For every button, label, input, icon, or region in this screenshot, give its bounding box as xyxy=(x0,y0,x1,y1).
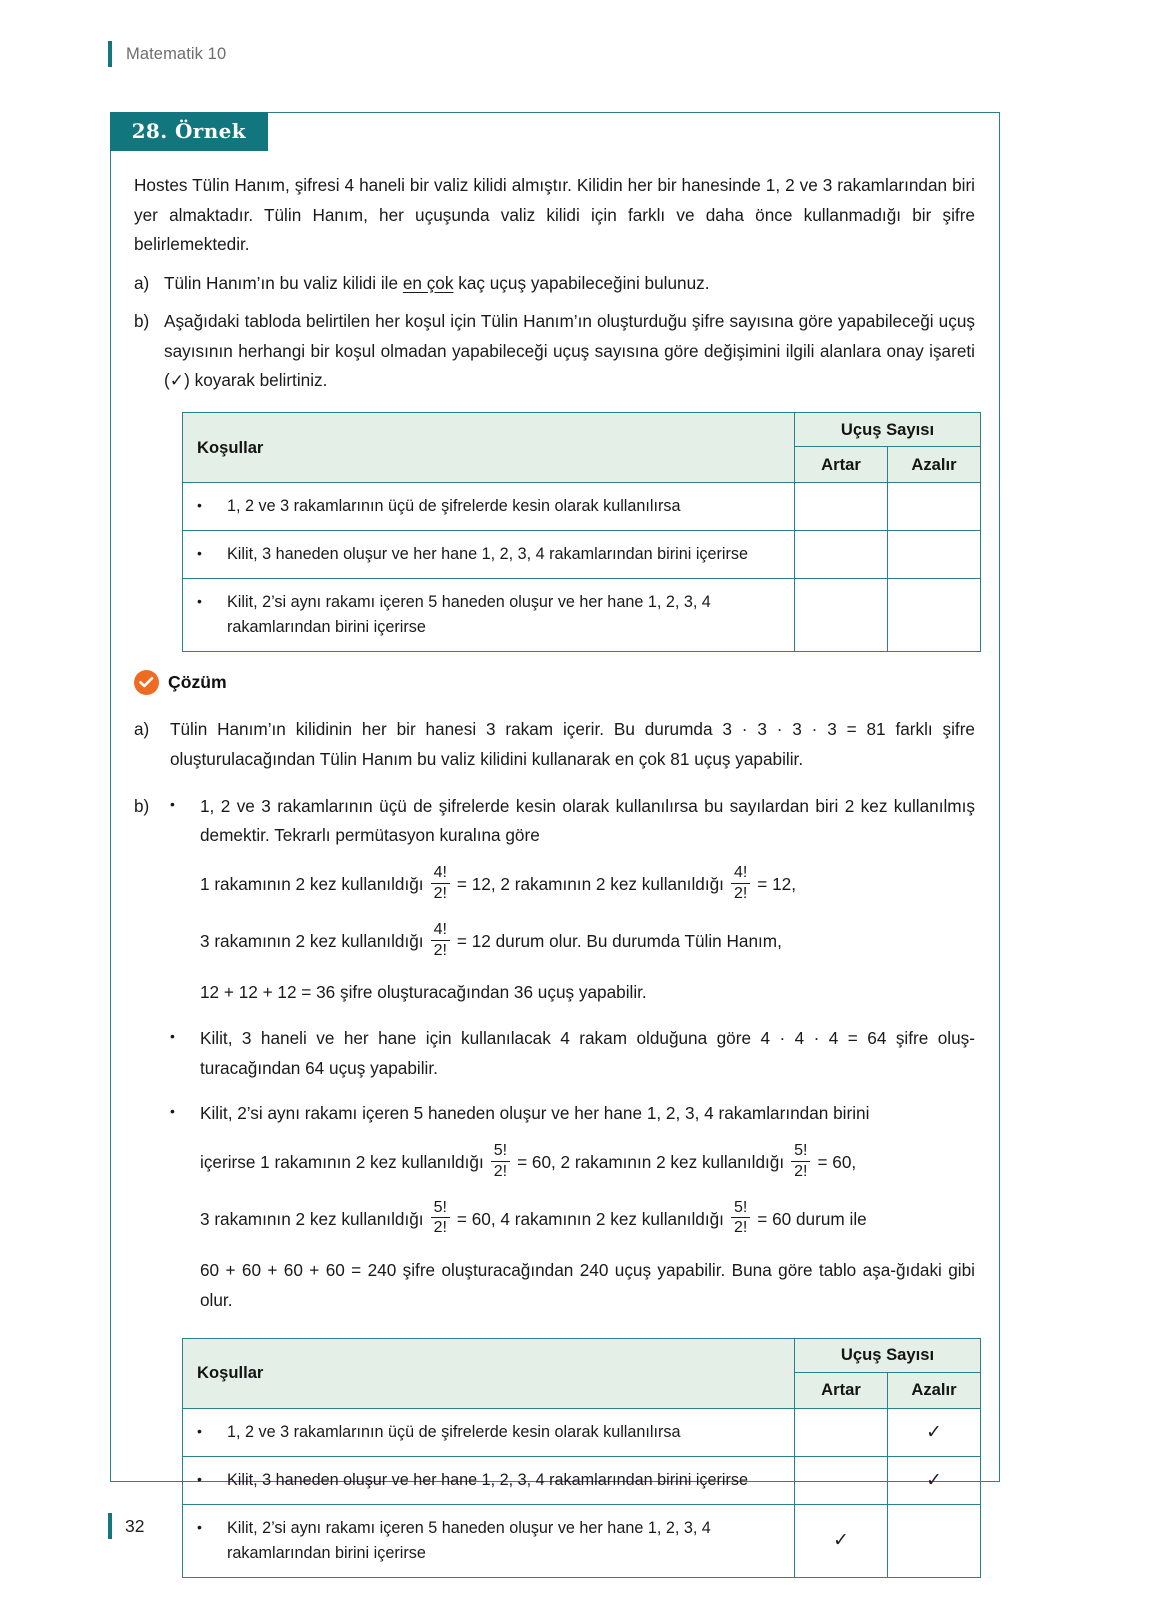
solution-a-text: Tülin Hanım’ın kilidinin her bir hanesi 3 rakam içerir. Bu durumda 3 · 3 · 3 · 3 = 81 farklı şifre oluşturulacağından Tülin Hanım bu valiz kilidini kullanarak en çok 81 uçuş yapabilir. xyxy=(170,719,975,770)
math-line-3: 12 + 12 + 12 = 36 şifre oluşturacağından 36 uçuş yapabilir. xyxy=(200,982,647,1003)
question-a xyxy=(134,269,975,299)
solution-b-item-2-text: Kilit, 3 haneli ve her hane için kullanılacak 4 rakam olduğuna göre 4 · 4 · 4 = 64 şifre oluş-turacağından 64 uçuş yapabilir. xyxy=(200,1028,975,1078)
decrease-checkbox-cell[interactable] xyxy=(888,531,981,579)
condition-cell xyxy=(183,1408,795,1456)
bullet-marker: • xyxy=(197,497,202,514)
answer-table-header-conditions: Koşullar xyxy=(183,1338,795,1408)
table-row xyxy=(183,1456,981,1504)
solution-part-b-item-3 xyxy=(134,1099,975,1315)
increase-check-mark[interactable]: ✓ xyxy=(795,1504,888,1577)
fraction-4-over-2-factorial xyxy=(431,864,450,903)
table-header-conditions: Koşullar xyxy=(183,413,795,483)
decrease-checkbox-cell[interactable] xyxy=(888,483,981,531)
fraction-numerator: 5! xyxy=(433,1198,447,1216)
fraction-5-over-2-factorial xyxy=(491,1142,510,1181)
solution-b-item-3-body xyxy=(200,1099,975,1315)
spacer xyxy=(134,1099,170,1315)
answer-table-header-increase: Artar xyxy=(795,1372,888,1408)
condition-cell xyxy=(183,1456,795,1504)
fraction-denominator: 2! xyxy=(431,940,450,960)
table-row xyxy=(183,531,981,579)
fraction-4-over-2-factorial xyxy=(731,864,750,903)
math-segment: = 60, xyxy=(817,1151,857,1172)
math-line-5 xyxy=(200,1200,975,1239)
condition-text: Kilit, 2’si aynı rakamı içeren 5 haneden oluşur ve her hane 1, 2, 3, 4 rakamlarından birini içerirse xyxy=(227,593,711,637)
increase-check-mark[interactable] xyxy=(795,1408,888,1456)
condition-text: Kilit, 2’si aynı rakamı içeren 5 haneden oluşur ve her hane 1, 2, 3, 4 rakamlarından birini içerirse xyxy=(227,1518,711,1562)
decrease-check-mark[interactable] xyxy=(888,1504,981,1577)
question-a-text xyxy=(164,269,975,299)
condition-text: 1, 2 ve 3 rakamlarının üçü de şifrelerde kesin olarak kullanılırsa xyxy=(227,497,681,516)
spacer xyxy=(134,1024,170,1083)
fraction-denominator: 2! xyxy=(791,1161,810,1181)
fraction-denominator: 2! xyxy=(731,1217,750,1237)
solution-part-b-item-1 xyxy=(134,792,975,1008)
increase-check-mark[interactable] xyxy=(795,1456,888,1504)
solution-label: Çözüm xyxy=(168,672,227,693)
bullet-marker: • xyxy=(170,1028,175,1044)
condition-cell xyxy=(183,531,795,579)
solution-b-marker: b) xyxy=(134,795,150,816)
condition-text: 1, 2 ve 3 rakamlarının üçü de şifrelerde kesin olarak kullanılırsa xyxy=(227,1422,681,1441)
math-segment: 1 rakamının 2 kez kullanıldığı xyxy=(200,874,424,895)
math-line-4 xyxy=(200,1143,975,1182)
bullet-marker: • xyxy=(197,1470,202,1487)
fraction-numerator: 5! xyxy=(493,1141,508,1159)
math-segment: 3 rakamının 2 kez kullanıldığı xyxy=(200,930,424,951)
fraction-numerator: 5! xyxy=(733,1198,748,1216)
solution-b-item-3-text: Kilit, 2’si aynı rakamı içeren 5 haneden oluşur ve her hane 1, 2, 3, 4 rakamlarından birini xyxy=(200,1103,870,1124)
bullet-marker: • xyxy=(197,1518,202,1535)
solution-part-a xyxy=(134,715,975,774)
increase-checkbox-cell[interactable] xyxy=(795,579,888,652)
fraction-denominator: 2! xyxy=(431,883,450,903)
table-header-flight-count: Uçuş Sayısı xyxy=(795,413,981,447)
condition-text: Kilit, 3 haneden oluşur ve her hane 1, 2, 3, 4 rakamlarından birini içerirse xyxy=(227,545,748,564)
fraction-numerator: 4! xyxy=(433,863,447,881)
example-content xyxy=(111,113,999,1578)
fraction-numerator: 4! xyxy=(733,863,748,881)
table-header-increase: Artar xyxy=(795,447,888,483)
math-segment: 3 rakamının 2 kez kullanıldığı xyxy=(200,1208,424,1229)
condition-cell xyxy=(183,483,795,531)
page-footer xyxy=(108,1513,144,1539)
example-intro-text: Hostes Tülin Hanım, şifresi 4 haneli bir valiz kilidi almıştır. Kilidin her bir hanesinde 1, 2 ve 3 rakamlarından biri yer almaktadır. Tülin Hanım, her uçuşunda valiz kilidi için farklı ve daha önce kullanmadığı bir şifre belirlemektedir. xyxy=(134,175,975,255)
bullet-marker: • xyxy=(197,593,202,610)
table-header-decrease: Azalır xyxy=(888,447,981,483)
conditions-table-answers xyxy=(182,1338,981,1578)
fraction-numerator: 4! xyxy=(433,920,447,938)
math-segment: = 12, xyxy=(757,874,797,895)
bullet-marker: • xyxy=(170,1103,175,1120)
conditions-table-blank xyxy=(182,412,981,652)
fraction-numerator: 5! xyxy=(794,1141,808,1159)
increase-checkbox-cell[interactable] xyxy=(795,531,888,579)
question-b-marker: b) xyxy=(134,311,150,332)
solution-a-marker: a) xyxy=(134,719,150,740)
page-header xyxy=(108,40,226,68)
table-row xyxy=(183,483,981,531)
math-line-6: 60 + 60 + 60 + 60 = 240 şifre oluşturacağından 240 uçuş yapabilir. Buna göre tablo aşa-ğıdaki gibi olur. xyxy=(200,1260,975,1310)
table-row xyxy=(183,1504,981,1577)
math-segment: = 12 durum olur. Bu durumda Tülin Hanım, xyxy=(456,930,782,951)
header-title: Matematik 10 xyxy=(126,44,227,63)
example-badge: 28. Örnek xyxy=(110,112,268,151)
fraction-denominator: 2! xyxy=(431,1217,450,1237)
math-segment: = 60, 4 rakamının 2 kez kullanıldığı xyxy=(456,1208,724,1229)
solution-b-item-1-text: 1, 2 ve 3 rakamlarının üçü de şifrelerde kesin olarak kullanılırsa bu sayılardan biri 2 kez kullanılmış demektir. Tekrarlı permütasyon kuralına göre xyxy=(200,795,975,846)
question-b-text: Aşağıdaki tabloda belirtilen her koşul için Tülin Hanım’ın oluşturduğu şifre sayısına göre yapabileceği uçuş sayısının herhangi bir koşul olmadan yapabileceği uçuş sayısına göre değişimini ilgili alanlara onay işareti (✓) koyarak belirtiniz. xyxy=(164,311,975,391)
question-a-text-before: Tülin Hanım’ın bu valiz kilidi ile xyxy=(164,272,403,293)
solution-b-item-1-body xyxy=(200,792,975,1008)
decrease-checkbox-cell[interactable] xyxy=(888,579,981,652)
answer-table-header-flight-count: Uçuş Sayısı xyxy=(795,1338,981,1372)
decrease-check-mark[interactable]: ✓ xyxy=(888,1408,981,1456)
solution-part-b-item-2 xyxy=(134,1024,975,1083)
solution-header xyxy=(134,670,975,695)
table-row xyxy=(183,1408,981,1456)
table-row xyxy=(183,579,981,652)
fraction-5-over-2-factorial xyxy=(791,1142,810,1181)
math-line-2 xyxy=(200,922,975,961)
condition-cell xyxy=(183,1504,795,1577)
question-b xyxy=(134,307,975,396)
check-circle-icon xyxy=(134,670,159,695)
increase-checkbox-cell[interactable] xyxy=(795,483,888,531)
math-segment: = 12, 2 rakamının 2 kez kullanıldığı xyxy=(456,874,724,895)
footer-accent-bar xyxy=(108,1513,112,1539)
header-accent-bar xyxy=(108,41,112,67)
condition-cell xyxy=(183,579,795,652)
fraction-5-over-2-factorial xyxy=(431,1199,450,1238)
bullet-marker: • xyxy=(197,545,202,562)
fraction-5-over-2-factorial xyxy=(731,1199,750,1238)
question-a-text-after: kaç uçuş yapabileceğini bulunuz. xyxy=(453,272,710,293)
decrease-check-mark[interactable]: ✓ xyxy=(888,1456,981,1504)
fraction-4-over-2-factorial xyxy=(431,921,450,960)
math-segment: = 60, 2 rakamının 2 kez kullanıldığı xyxy=(517,1151,785,1172)
fraction-denominator: 2! xyxy=(731,883,750,903)
page-number: 32 xyxy=(125,1515,145,1536)
math-line-1 xyxy=(200,865,975,904)
question-a-emphasis: en çok xyxy=(402,272,454,293)
condition-text: Kilit, 3 haneden oluşur ve her hane 1, 2, 3, 4 rakamlarından birini içerirse xyxy=(227,1470,748,1489)
answer-table-header-decrease: Azalır xyxy=(888,1372,981,1408)
bullet-marker: • xyxy=(170,795,175,812)
bullet-marker: • xyxy=(197,1422,202,1439)
math-segment: = 60 durum ile xyxy=(757,1208,867,1229)
math-segment: içerirse 1 rakamının 2 kez kullanıldığı xyxy=(200,1151,484,1172)
fraction-denominator: 2! xyxy=(491,1161,510,1181)
question-a-marker: a) xyxy=(134,272,150,293)
